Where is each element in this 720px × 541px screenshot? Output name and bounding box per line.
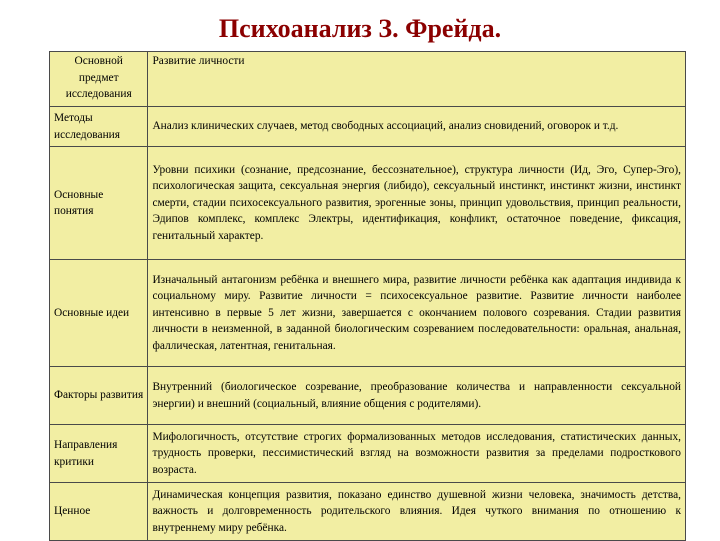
row-value: Мифологичность, отсутствие строгих формализованных методов исследования, статистических данных, трудность проверки, пессимистический взгляд на возможности развития за пределами подросткового возраста. [148,425,686,483]
table-row [50,147,686,260]
row-value: Изначальный антагонизм ребёнка и внешнего мира, развитие личности ребёнка как адаптация индивида к социальному миру. Развитие личности = психосексуальное развитие. Развитие личности наиболее интенсивно в первые 5 лет жизни, завершается с окончанием полового созревания. Стадии развития личности в неизменной, в заданной биологическим созреванием последовательности: оральная, анальная, фаллическая, латентная, генитальная. [148,260,686,367]
page-title: Психоанализ З. Фрейда. [218,14,502,43]
freud-psychoanalysis-table [49,51,686,541]
row-key: Направления критики [50,425,148,483]
table-row [50,52,686,107]
row-value: Развитие личности [148,52,686,107]
row-value: Анализ клинических случаев, метод свободных ассоциаций, анализ сновидений, оговорок и т.д. [148,107,686,147]
table-row [50,483,686,541]
row-key: Основные понятия [50,147,148,260]
row-key: Методы исследования [50,107,148,147]
table-row [50,107,686,147]
row-key: Ценное [50,483,148,541]
row-value: Внутренний (биологическое созревание, преобразование количества и направленности сексуальной энергии) и внешний (социальный, влияние общения с родителями). [148,367,686,425]
table-row [50,425,686,483]
table-row [50,367,686,425]
row-value: Динамическая концепция развития, показано единство душевной жизни человека, значимость детства, важность и долговременность родительского влияния. Идея чуткого внимания по отношению к внутреннему миру ребёнка. [148,483,686,541]
row-key: Основные идеи [50,260,148,367]
row-key: Факторы развития [50,367,148,425]
table-row [50,260,686,367]
row-value: Уровни психики (сознание, предсознание, бессознательное), структура личности (Ид, Эго, Супер-Эго), психологическая защита, сексуальная энергия (либидо), сексуальный инстинкт, инстинкт жизни, инстинкт смерти, стадии психосексуального развития, эрогенные зоны, принцип удовольствия, принцип реальности, Эдипов комплекс, комплекс Электры, идентификация, конфликт, остаточное поведение, фиксация, генитальный характер. [148,147,686,260]
row-key: Основной предмет исследования [50,52,148,107]
